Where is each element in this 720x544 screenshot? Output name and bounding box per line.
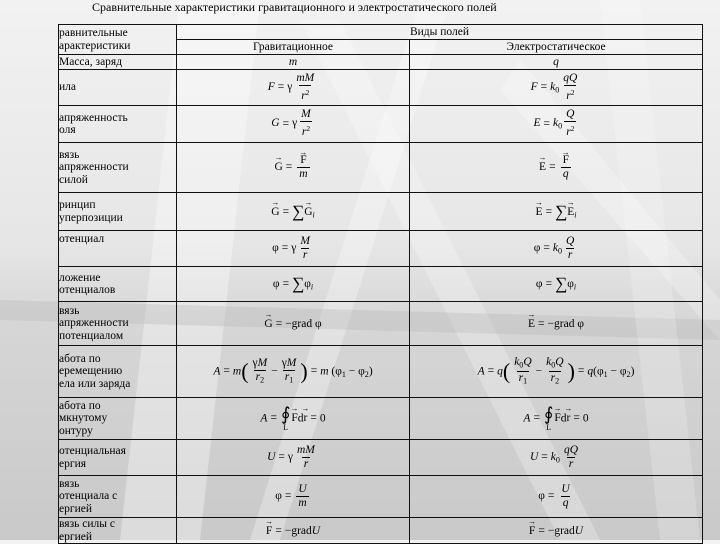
table-row <box>59 106 703 143</box>
row-label <box>59 476 177 518</box>
row-label-line: отенциалов <box>59 284 116 296</box>
page-title: Сравнительные характеристики гравитационного и электростатического полей <box>92 0 497 14</box>
row-label <box>59 267 177 302</box>
row-label-line: абота по <box>59 352 101 365</box>
comparison-table <box>58 24 703 544</box>
row-label <box>59 70 177 106</box>
table-row <box>59 440 703 476</box>
row-label-line: апряженности <box>59 161 129 174</box>
table-row <box>59 267 703 302</box>
formula-cell: A = m( $\frac{\gamma M}{r_2}$ − $\frac{\gamma M}{r_1}$ ) = m $(\varphi_1 - \varphi_2)$ <box>177 346 410 398</box>
table-row <box>59 193 703 231</box>
formula-cell: $E = k_0$ $\frac{Q}{r^2}$ <box>410 106 703 143</box>
table-row <box>59 346 703 398</box>
header-gravity: Гравитационное <box>177 40 410 55</box>
header-row-label-line2: арактеристики <box>59 39 131 52</box>
row-label <box>59 143 177 193</box>
row-label <box>59 231 177 267</box>
row-label-line: вязь <box>59 477 80 490</box>
table-row <box>59 55 703 70</box>
header-row-label <box>59 25 177 55</box>
formula-cell: φ = $\frac{U}{q}$ <box>410 476 703 518</box>
row-label <box>59 55 177 70</box>
row-label-line: силой <box>59 173 88 186</box>
formula-cell: m <box>177 55 410 70</box>
formula-cell: → G = ∑→ $G_i$ <box>177 193 410 231</box>
formula-cell: → G = → $\frac{F}{m}$ <box>177 143 410 193</box>
table-row <box>59 231 703 267</box>
row-label-line: мкнутому <box>59 412 108 425</box>
row-label <box>59 302 177 346</box>
formula-cell: → F = −gradU <box>410 518 703 544</box>
row-label-line: апряженности <box>59 317 129 330</box>
row-label <box>59 398 177 440</box>
row-label <box>59 106 177 143</box>
row-label-line: оля <box>59 124 76 136</box>
formula-cell: A = ∮ L → Fd→ r = 0 <box>177 398 410 440</box>
formula-cell: → F = −gradU <box>177 518 410 544</box>
row-label-line: ринцип <box>59 199 96 211</box>
header-group: Виды полей <box>177 25 703 40</box>
row-label <box>59 440 177 476</box>
formula-cell: $U = k_0$ $\frac{qQ}{r}$ <box>410 440 703 476</box>
formula-cell: φ = γ $\frac{M}{r}$ <box>177 231 410 267</box>
row-label-line: абота по <box>59 399 101 412</box>
table-row <box>59 143 703 193</box>
row-label-line: уперпозиции <box>59 211 123 224</box>
row-label-line: отенциал <box>59 233 105 245</box>
formula-cell: U = γ $\frac{mM}{r}$ <box>177 440 410 476</box>
row-label-line: ергией <box>59 502 92 515</box>
row-label-line: Масса, заряд <box>59 55 123 68</box>
row-label-line: ергия <box>59 457 87 470</box>
formula-cell: F = γ $\frac{mM}{r^2}$ <box>177 70 410 106</box>
row-label-line: вязь <box>59 148 80 161</box>
row-label-line: отенциала с <box>59 490 118 503</box>
row-label-line: ила <box>59 81 76 94</box>
formula-cell: $\varphi = k_0$ $\frac{Q}{r}$ <box>410 231 703 267</box>
formula-cell: → E = −grad φ <box>410 302 703 346</box>
formula-cell: → E = → $\frac{F}{q}$ <box>410 143 703 193</box>
row-label-line: онтуру <box>59 424 93 437</box>
row-label-line: вязь <box>59 304 80 317</box>
row-label-line: ложение <box>59 271 101 284</box>
header-row-label-line1: равнительные <box>59 27 128 39</box>
formula-cell: φ = $\frac{U}{m}$ <box>177 476 410 518</box>
row-label <box>59 346 177 398</box>
row-label-line: ела или заряда <box>59 377 131 390</box>
header-row-top <box>59 25 703 40</box>
formula-cell: $\varphi = \sum\varphi_i$ <box>177 267 410 302</box>
table-row <box>59 398 703 440</box>
row-label-line: отенциальная <box>59 445 126 457</box>
table-row <box>59 302 703 346</box>
formula-cell: A = q( $\frac{k_0Q}{r_1}$ − $\frac{k_0Q}{r_2}$ ) = $q(\varphi_1 - \varphi_2)$ <box>410 346 703 398</box>
row-label-line: вязь силы с <box>59 518 115 530</box>
formula-cell: q <box>410 55 703 70</box>
formula-cell: G = γ $\frac{M}{r^2}$ <box>177 106 410 143</box>
header-electro: Электростатическое <box>410 40 703 55</box>
formula-cell: A = ∮ L → Fd→ r = 0 <box>410 398 703 440</box>
row-label-line: еремещению <box>59 365 123 378</box>
row-label <box>59 193 177 231</box>
table-row <box>59 70 703 106</box>
formula-cell: → E = ∑→ $E_i$ <box>410 193 703 231</box>
formula-cell: $\varphi = \sum\varphi_i$ <box>410 267 703 302</box>
row-label-line: апряженность <box>59 111 128 124</box>
formula-cell: $F = k_0$ $\frac{qQ}{r^2}$ <box>410 70 703 106</box>
row-label-line: потенциалом <box>59 329 124 342</box>
table-row <box>59 476 703 518</box>
row-label-line: ергией <box>59 530 92 543</box>
formula-cell: → G = −grad φ <box>177 302 410 346</box>
